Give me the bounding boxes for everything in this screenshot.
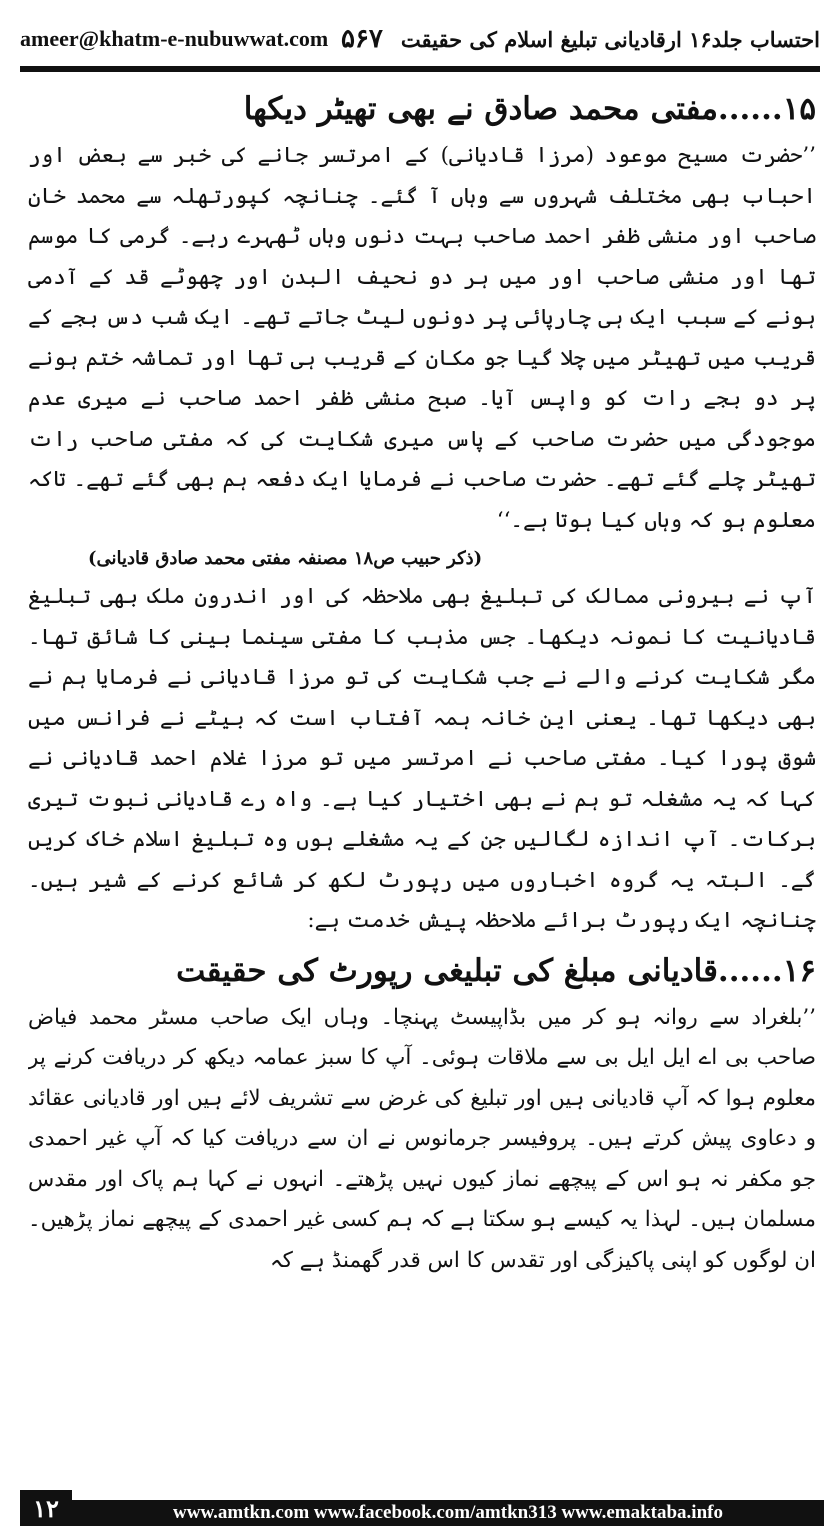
section-heading-15: ۱۵......مفتی محمد صادق نے بھی تھیٹر دیکھا xyxy=(243,91,816,127)
footer-page-badge: ۱۲ xyxy=(20,1490,72,1526)
section-heading-16: ۱۶......قادیانی مبلغ کی تبلیغی رپورٹ کی حقیقت xyxy=(176,952,816,989)
page-header xyxy=(20,14,820,64)
header-page-number: ۵۶۷ xyxy=(340,24,383,54)
page-footer xyxy=(0,1482,840,1532)
header-right xyxy=(341,24,820,54)
quote-paragraph-2: ’’بلغراد سے روانہ ہو کر میں بڈاپیسٹ پہنچا۔ وہاں ایک صاحب مسٹر محمد فیاض صاحب بی اے ایل ایل بی سے ملاقات ہوئی۔ آپ کا سبز عمامہ دیکھ کر دریافت کرنے پر معلوم ہوا کہ آپ قادیانی ہیں اور تبلیغ کی غرض سے تشریف لائے ہیں اور قادیانی عقائد و دعاوی پیش کرتے ہیں۔ پروفیسر جرمانوس نے ان سے دریافت کیا کہ آپ غیر احمدی جو مکفر نہ ہو اس کے پیچھے نماز کیوں نہیں پڑھتے۔ انہوں نے کہا ہم پاک اور مقدس مسلمان ہیں۔ لہذا یہ کیسے ہو سکتا ہے کہ ہم کسی غیر احمدی کے پیچھے نماز پڑھیں۔ ان لوگوں کو اپنی پاکیزگی اور تقدس کا اس قدر گھمنڈ ہے کہ xyxy=(28,1004,816,1273)
commentary-paragraph: آپ نے بیرونی ممالک کی تبلیغ بھی ملاحظہ کی اور اندرون ملک بھی تبلیغ قادیانیت کا نمونہ دیکھا۔ جس مذہب کا مفتی سینما بینی کا شائق تھا۔ مگر شکایت کرنے والے نے جب شکایت کی تو مرزا قادیانی نے فرمایا ہم نے بھی دیکھا تھا۔ یعنی این خانہ ہمہ آفتاب است کہ بیٹے نے فرانس میں شوق پورا کیا۔ مفتی صاحب نے امرتسر میں تو مرزا غلام احمد قادیانی نے کہا کہ یہ مشغلہ تو ہم نے بھی اختیار کیا ہے۔ واہ رے قادیانی نبوت تیری برکات۔ آپ اندازہ لگالیں جن کے یہ مشغلے ہوں وہ تبلیغ اسلام خاک کریں گے۔ البتہ یہ گروہ اخباروں میں رپورٹ لکھ کر شائع کرنے کے شیر ہیں۔ چنانچہ ایک رپورٹ برائے ملاحظہ پیش خدمت ہے: xyxy=(28,584,816,933)
quote-paragraph-1: ’’حضرت مسیح موعود (مرزا قادیانی) کے امرتسر جانے کی خبر سے بعض اور احباب بھی مختلف شہروں سے وہاں آ گئے۔ چنانچہ کپورتھلہ سے محمد خان صاحب اور منشی ظفر احمد صاحب بہت دنوں وہاں ٹھہرے رہے۔ گرمی کا موسم تھا اور منشی صاحب اور میں ہر دو نحیف البدن اور چھوٹے قد کے آدمی ہونے کے سبب ایک ہی چارپائی پر دونوں لیٹ جاتے تھے۔ ایک شب دس بجے کے قریب میں تھیٹر میں چلا گیا جو مکان کے قریب ہی تھا اور تماشہ ختم ہونے پر دو بجے رات کو واپس آیا۔ صبح منشی ظفر احمد صاحب نے میری عدم موجودگی میں حضرت صاحب کے پاس میری شکایت کی کہ مفتی صاحب رات تھیٹر چلے گئے تھے۔ حضرت صاحب نے فرمایا ایک دفعہ ہم بھی گئے تھے۔ تاکہ معلوم ہو کہ وہاں کیا ہوتا ہے۔‘‘ xyxy=(28,143,816,533)
header-book-title: احتساب جلد۱۶ ارقادیانی تبلیغ اسلام کی حقیقت xyxy=(400,26,820,52)
citation: (ذکر حبیب ص۱۸ مصنفہ مفتی محمد صادق قادیانی) xyxy=(88,548,483,569)
footer-links[interactable]: www.amtkn.com www.facebook.com/amtkn313 www.emaktaba.info xyxy=(72,1500,824,1526)
header-rule xyxy=(20,66,820,72)
header-email: ameer@khatm-e-nubuwwat.com xyxy=(20,26,329,51)
page-body xyxy=(28,80,816,1440)
